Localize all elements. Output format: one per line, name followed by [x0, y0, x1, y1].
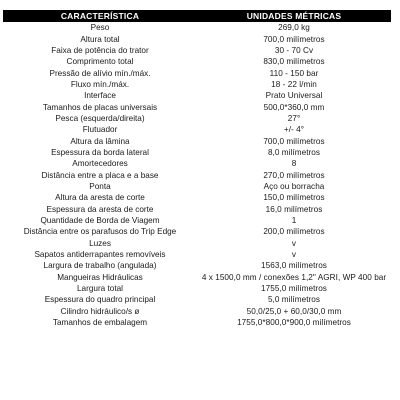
metric-value-cell: 270,0 milímetros — [263, 170, 325, 180]
metric-value-cell: Prato Universal — [265, 91, 323, 101]
characteristic-cell: Largura de trabalho (angulada) — [43, 261, 157, 271]
table-row — [3, 226, 391, 237]
table-row — [3, 272, 391, 283]
table-row — [3, 306, 391, 317]
metric-value-cell: 5,0 milímetros — [267, 295, 321, 305]
table-row — [3, 238, 391, 249]
metric-value-cell: 1 — [291, 216, 297, 226]
metric-value-cell: 16,0 milímetros — [265, 204, 323, 214]
characteristic-cell: Espessura da aresta de corte — [46, 204, 154, 214]
characteristic-cell: Espessura da borda lateral — [51, 147, 149, 157]
table-row — [3, 135, 391, 146]
metric-value-cell: 110 - 150 bar — [269, 68, 319, 78]
characteristic-cell: Peso — [90, 23, 110, 33]
metric-value-cell: v — [291, 250, 297, 260]
specifications-table — [3, 10, 391, 328]
metric-value-cell: 200,0 milímetros — [263, 227, 325, 237]
table-body — [3, 22, 391, 328]
characteristic-cell: Sapatos antiderrapantes removíveis — [34, 250, 166, 260]
metric-value-cell: 500,0*360,0 mm — [263, 102, 325, 112]
characteristic-cell: Quantidade de Borda de Viagem — [40, 216, 160, 226]
characteristic-cell: Distância entre os parafusos do Trip Edge — [23, 227, 177, 237]
metric-value-cell: 27° — [287, 113, 301, 123]
characteristic-cell: Largura total — [77, 284, 123, 294]
characteristic-cell: Altura total — [80, 34, 120, 44]
metric-value-cell: 30 - 70 Cv — [274, 45, 314, 55]
metric-value-cell: 700,0 milímetros — [263, 136, 325, 146]
metric-value-cell: Aço ou borracha — [263, 181, 325, 191]
table-row — [3, 215, 391, 226]
characteristic-cell: Interface — [84, 91, 116, 101]
characteristic-cell: Cilindro hidráulico/s ø — [60, 306, 140, 316]
table-row — [3, 22, 391, 33]
table-row — [3, 169, 391, 180]
table-row — [3, 147, 391, 158]
table-row — [3, 283, 391, 294]
table-row — [3, 113, 391, 124]
characteristic-cell: Tamanhos de embalagem — [52, 318, 148, 328]
characteristic-cell: Fluxo mín./máx. — [70, 79, 130, 89]
characteristic-cell: Flutuador — [82, 125, 118, 135]
table-row — [3, 294, 391, 305]
table-row — [3, 33, 391, 44]
metric-value-cell: 1755,0*800,0*900,0 milímetros — [237, 318, 351, 328]
table-row — [3, 67, 391, 78]
table-row — [3, 45, 391, 56]
metric-value-cell: 150,0 milímetros — [263, 193, 325, 203]
table-row — [3, 192, 391, 203]
metric-value-cell: 4 x 1500,0 mm / conexões 1,2" AGRI, WP 400 bar — [201, 272, 387, 282]
table-row — [3, 79, 391, 90]
metric-value-cell: 18 - 22 l/min — [271, 79, 317, 89]
metric-value-cell: 700,0 milímetros — [263, 34, 325, 44]
table-row — [3, 90, 391, 101]
metric-value-cell: 1563,0 milímetros — [261, 261, 327, 271]
header-metric-units: UNIDADES MÉTRICAS — [197, 10, 391, 22]
characteristic-cell: Altura da aresta de corte — [55, 193, 145, 203]
characteristic-cell: Comprimento total — [66, 57, 134, 67]
characteristic-cell: Altura da lâmina — [70, 136, 130, 146]
table-row — [3, 181, 391, 192]
metric-value-cell: 8,0 milímetros — [267, 147, 321, 157]
table-row — [3, 249, 391, 260]
characteristic-cell: Pressão de alívio mín./máx. — [49, 68, 151, 78]
table-row — [3, 204, 391, 215]
table-header-row — [3, 10, 391, 22]
table-row — [3, 260, 391, 271]
characteristic-cell: Ponta — [89, 181, 111, 191]
characteristic-cell: Pesca (esquerda/direita) — [55, 113, 145, 123]
table-row — [3, 56, 391, 67]
characteristic-cell: Luzes — [89, 238, 111, 248]
characteristic-cell: Faixa de potência do trator — [51, 45, 149, 55]
metric-value-cell: 1755,0 milímetros — [261, 284, 327, 294]
metric-value-cell: +/- 4° — [283, 125, 305, 135]
metric-value-cell: 269,0 kg — [278, 23, 310, 33]
table-row — [3, 124, 391, 135]
characteristic-cell: Espessura do quadro principal — [44, 295, 156, 305]
metric-value-cell: v — [291, 238, 297, 248]
characteristic-cell: Distância entre a placa e a base — [41, 170, 159, 180]
characteristic-cell: Tamanhos de placas universais — [42, 102, 158, 112]
table-row — [3, 158, 391, 169]
table-row — [3, 317, 391, 328]
header-characteristic: CARACTERÍSTICA — [3, 10, 197, 22]
metric-value-cell: 8 — [291, 159, 297, 169]
table-row — [3, 101, 391, 112]
characteristic-cell: Mangueiras Hidráulicas — [57, 272, 143, 282]
metric-value-cell: 830,0 milímetros — [263, 57, 325, 67]
metric-value-cell: 50,0/25,0 + 60,0/30,0 mm — [246, 306, 342, 316]
characteristic-cell: Amortecedores — [72, 159, 128, 169]
